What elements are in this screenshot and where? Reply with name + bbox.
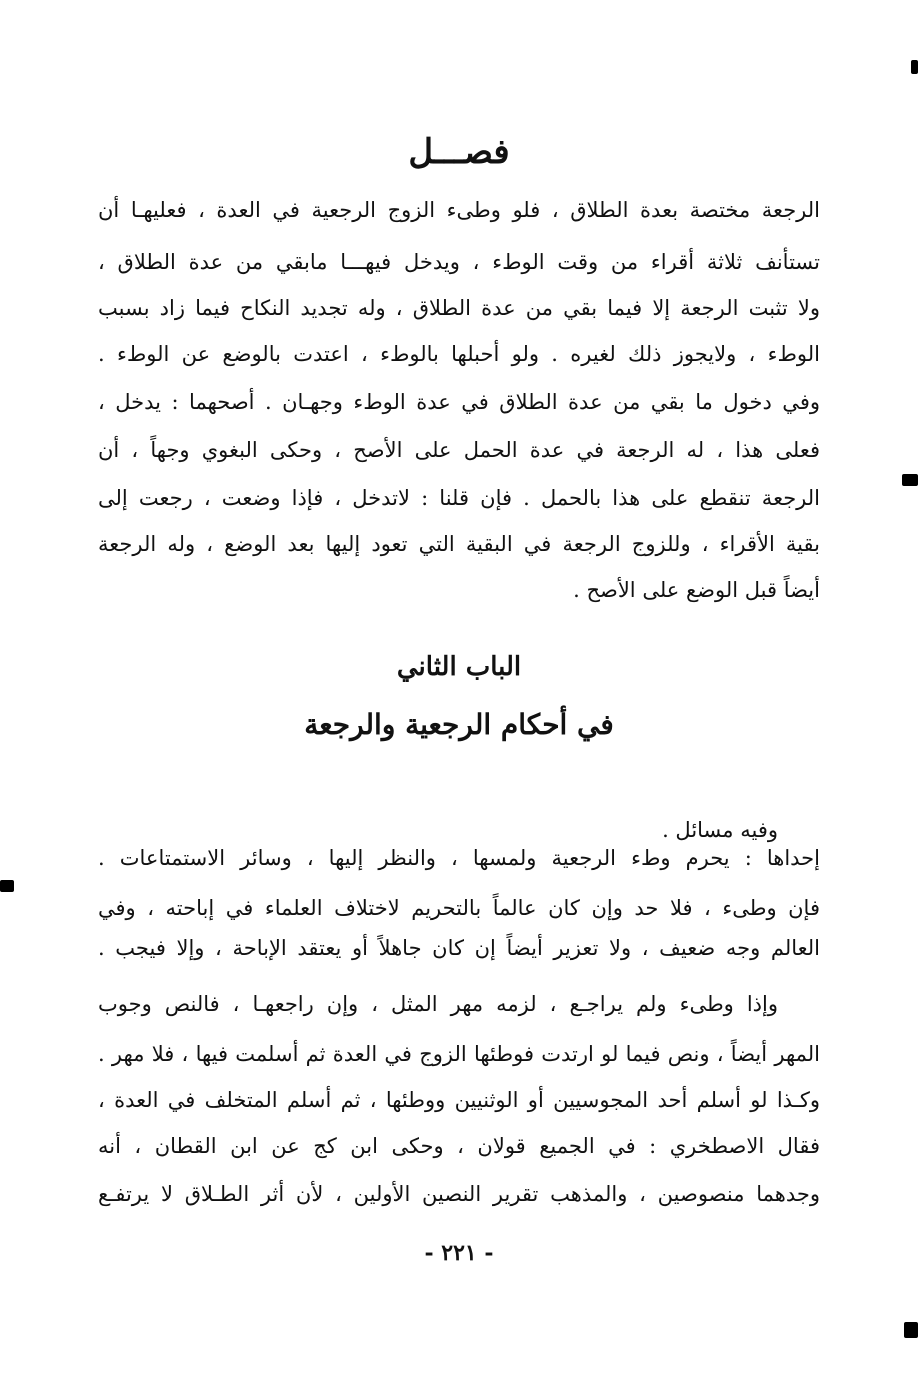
text-line: الرجعة تنقطع على هذا بالحمل . فإن قلنا : لاتدخل ، فإذا وضعت ، رجعت إلى [98, 486, 821, 510]
text-line: وفي دخول ما بقي من عدة الطلاق في عدة الوطء وجهـان . أصحهما : يدخل ، [98, 390, 820, 414]
scan-edge-mark [911, 60, 918, 74]
section-heading-fasl: فصـــل [408, 132, 510, 172]
text-line: تستأنف ثلاثة أقراء من وقت الوطء ، ويدخل فيهـــا مابقي من عدة الطلاق ، [98, 250, 820, 274]
text-line: إحداها : يحرم وطء الرجعية ولمسها ، والنظر إليها ، وسائر الاستمتاعات . [98, 846, 820, 870]
text-line: فإن وطىء ، فلا حد وإن كان عالماً بالتحريم لاختلاف العلماء في إباحته ، وفي [98, 896, 820, 920]
text-line: ولا تثبت الرجعة إلا فيما بقي من عدة الطلاق ، وله تجديد النكاح فيما زاد بسبب [98, 296, 820, 320]
intro-line: وفيه مسائل . [662, 818, 778, 842]
page-number: - ٢٢١ - [424, 1240, 494, 1266]
text-line: وكـذا لو أسلم أحد المجوسيين أو الوثنيين ووطئها ، ثم أسلم المتخلف في العدة ، [98, 1088, 820, 1112]
text-line: وإذا وطىء ولم يراجـع ، لزمه مهر المثل ، وإن راجعهـا ، فالنص وجوب [98, 992, 778, 1016]
text-line: فقال الاصطخري : في الجميع قولان ، وحكى ابن كج عن ابن القطان ، أنه [98, 1134, 820, 1158]
text-line: الرجعة مختصة بعدة الطلاق ، فلو وطىء الزوج الرجعية في العدة ، فعليهـا أن [98, 198, 820, 222]
scan-edge-mark [904, 1322, 918, 1338]
text-line: بقية الأقراء ، وللزوج الرجعة في البقية التي تعود إليها بعد الوضع ، وله الرجعة [98, 532, 820, 556]
scan-edge-mark [0, 880, 14, 892]
chapter-heading: الباب الثاني [396, 652, 522, 682]
text-line: أيضاً قبل الوضع على الأصح . [573, 578, 820, 602]
text-line: المهر أيضاً ، ونص فيما لو ارتدت فوطئها الزوج في العدة ثم أسلمت فيها ، فلا مهر . [98, 1042, 820, 1066]
text-line: العالم وجه ضعيف ، ولا تعزير أيضاً إن كان جاهلاً أو يعتقد الإباحة ، وإلا فيجب . [98, 936, 820, 960]
text-line: وجدهما منصوصين ، والمذهب تقرير النصين الأولين ، لأن أثر الطـلاق لا يرتفـع [98, 1182, 820, 1206]
text-line: الوطء ، ولايجوز ذلك لغيره . ولو أحبلها بالوطء ، اعتدت بالوضع عن الوطء . [98, 342, 820, 366]
scan-edge-mark [902, 474, 918, 486]
text-line: فعلى هذا ، له الرجعة في عدة الحمل على الأصح ، وحكى البغوي وجهاً ، أن [98, 438, 820, 462]
chapter-subheading: في أحكام الرجعية والرجعة [304, 708, 614, 741]
